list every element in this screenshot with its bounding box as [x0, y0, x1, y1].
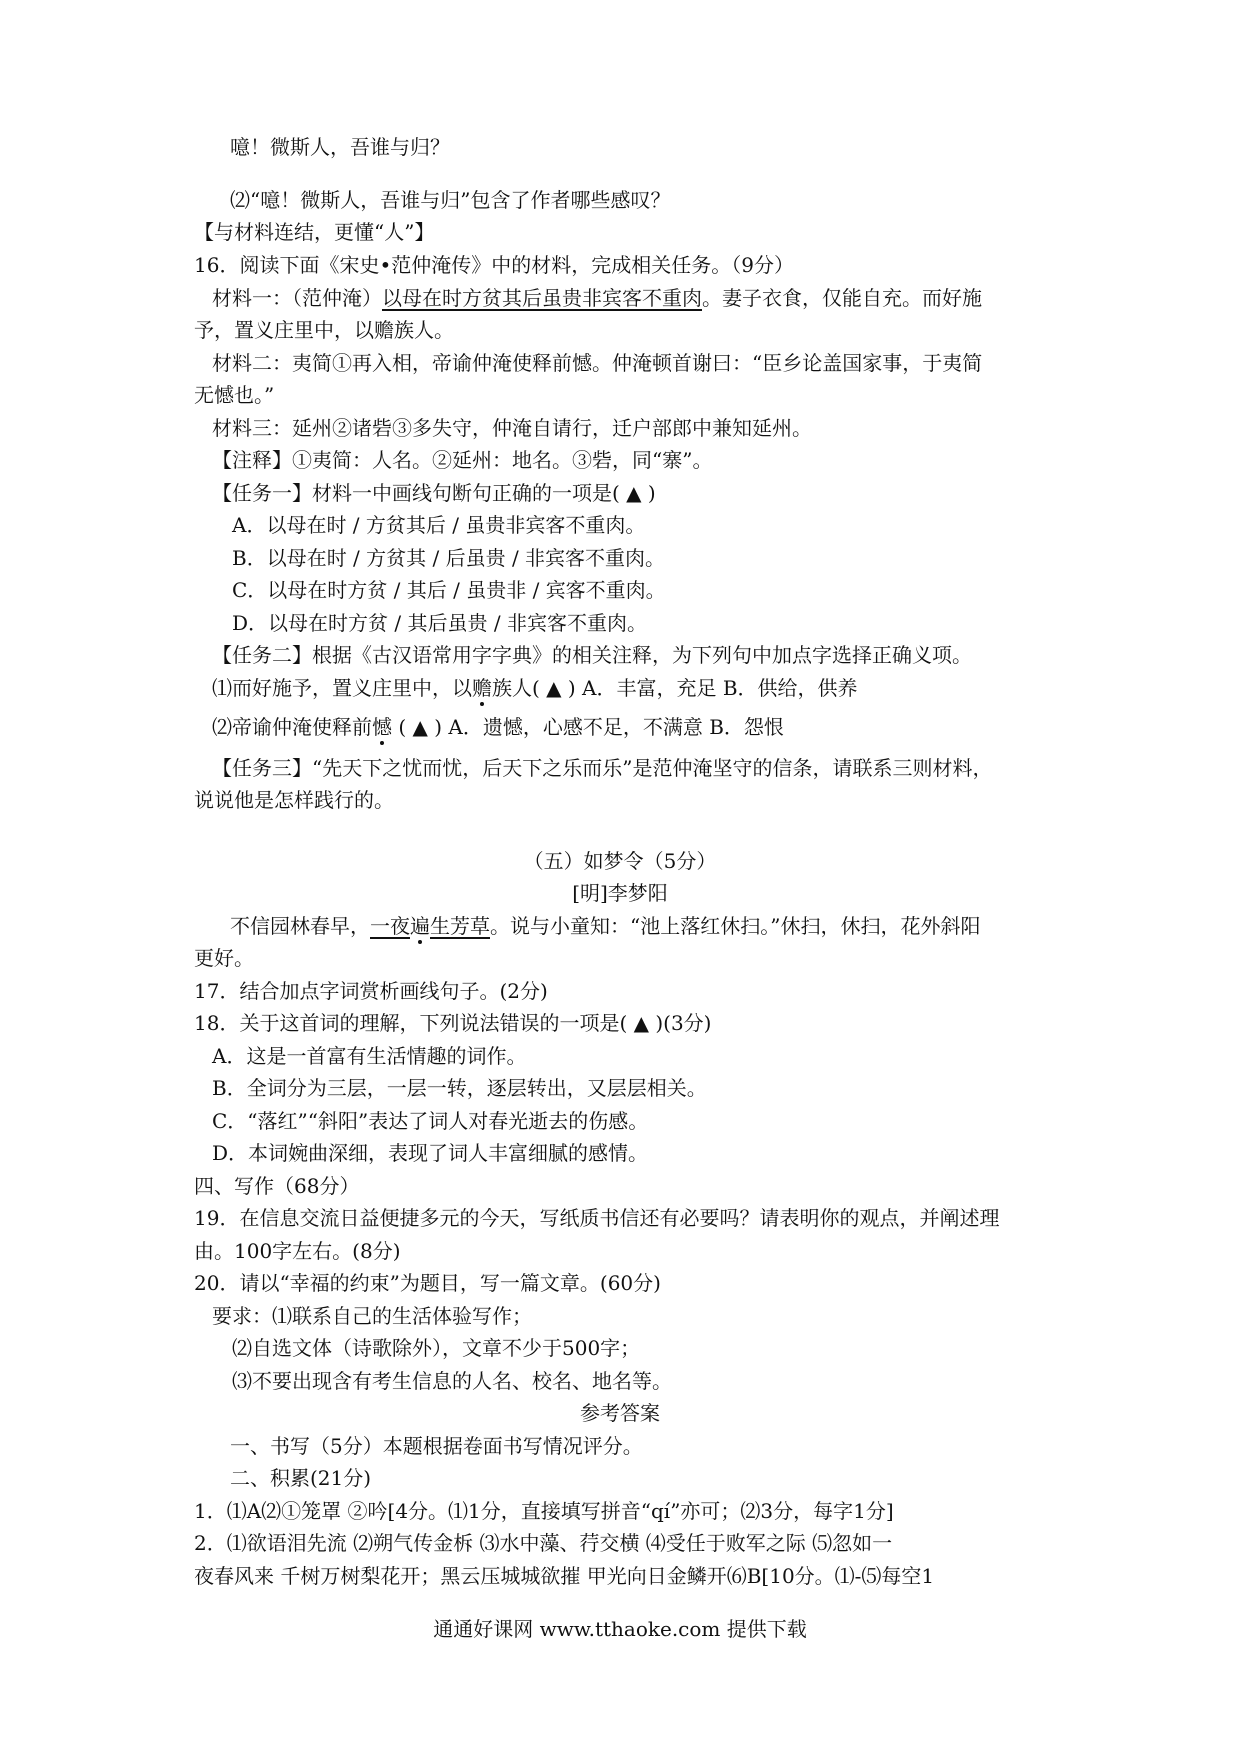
text-line: 无憾也。” — [194, 383, 275, 407]
question-19: 19．在信息交流日益便捷多元的今天，写纸质书信还有必要吗？请表明你的观点，并阐述理 — [194, 1206, 1000, 1230]
option-a: A．这是一首富有生活情趣的词作。 — [212, 1044, 527, 1068]
section-heading: 【与材料连结，更懂“人”】 — [194, 220, 435, 244]
answer-writing: 一、书写（5分）本题根据卷面书写情况评分。 — [230, 1434, 643, 1458]
section-writing: 四、写作（68分） — [194, 1174, 360, 1198]
task-two-item-1: ⑴而好施予，置义庄里中，以赡族人( ▲ ) A．丰富，充足 B．供给，供养 — [212, 673, 858, 703]
requirement-3: ⑶不要出现含有考生信息的人名、校名、地名等。 — [232, 1369, 672, 1393]
question-15-2: ⑵“噫！微斯人，吾谁与归”包含了作者哪些感叹？ — [230, 188, 671, 212]
task-three: 【任务三】“先天下之忧而忧，后天下之乐而乐”是范仲淹坚守的信条，请联系三则材料， — [212, 756, 993, 780]
dotted-char: 遍 — [410, 911, 430, 941]
notes-line: 【注释】①夷简：人名。②延州：地名。③砦，同“寨”。 — [212, 448, 713, 472]
text-line: 说说他是怎样践行的。 — [194, 788, 394, 812]
dotted-char: 憾 — [372, 712, 392, 742]
poem-body: 不信园林春早，一夜遍生芳草。说与小童知：“池上落红休扫。”休扫，休扫，花外斜阳 — [230, 911, 980, 941]
material-one-line: 材料一：（范仲淹）以母在时方贫其后虽贵非宾客不重肉。妻子衣食，仅能自充。而好施 — [212, 286, 982, 310]
footer-download-text: 通通好课网 www.tthaoke.com 提供下载 — [433, 1617, 807, 1641]
answer-1: 1．⑴A⑵①笼罩 ②吟[4分。⑴1分，直接填写拼音“qí”亦可；⑵3分，每字1分] — [194, 1499, 894, 1523]
underlined-sentence: 以母在时方贫其后虽贵非宾客不重肉 — [382, 286, 702, 310]
text-line: 由。100字左右。(8分) — [194, 1239, 401, 1263]
option-b: B．全词分为三层，一层一转，逐层转出，又层层相关。 — [212, 1076, 707, 1100]
option-d: D．本词婉曲深细，表现了词人丰富细腻的感情。 — [212, 1141, 649, 1165]
poem-author: [明]李梦阳 — [572, 881, 668, 905]
question-17: 17．结合加点字词赏析画线句子。(2分) — [194, 979, 548, 1003]
material-two-line: 材料二：夷简①再入相，帝谕仲淹使释前憾。仲淹顿首谢曰：“臣乡论盖国家事，于夷简 — [212, 351, 983, 375]
option-c: C．“落红”“斜阳”表达了词人对春光逝去的伤感。 — [212, 1109, 649, 1133]
dotted-char: 赡 — [472, 673, 492, 703]
requirement-2: ⑵自选文体（诗歌除外），文章不少于500字； — [232, 1336, 641, 1360]
option-b: B．以母在时 / 方贫其 / 后虽贵 / 非宾客不重肉。 — [232, 546, 666, 570]
answers-heading: 参考答案 — [580, 1401, 660, 1425]
task-one: 【任务一】材料一中画线句断句正确的一项是( ▲ ) — [212, 481, 656, 505]
text-line: 噫！微斯人，吾谁与归？ — [230, 135, 450, 159]
underlined-phrase: 一夜遍生芳草 — [370, 914, 490, 938]
task-two: 【任务二】根据《古汉语常用字字典》的相关注释，为下列句中加点字选择正确义项。 — [212, 643, 972, 667]
answer-accumulation: 二、积累(21分) — [230, 1466, 372, 1490]
question-18: 18．关于这首词的理解，下列说法错误的一项是( ▲ )(3分) — [194, 1011, 712, 1035]
option-c: C．以母在时方贫 / 其后 / 虽贵非 / 宾客不重肉。 — [232, 578, 666, 602]
poem-title: （五）如梦令（5分） — [523, 849, 717, 873]
answer-2: 2．⑴欲语泪先流 ⑵朔气传金柝 ⑶水中藻、荇交横 ⑷受任于败军之际 ⑸忽如一 — [194, 1531, 893, 1555]
option-a: A．以母在时 / 方贫其后 / 虽贵非宾客不重肉。 — [232, 513, 646, 537]
question-20: 20．请以“幸福的约束”为题目，写一篇文章。(60分) — [194, 1271, 661, 1295]
material-three-line: 材料三：延州②诸砦③多失守，仲淹自请行，迁户部郎中兼知延州。 — [212, 416, 812, 440]
text-line: 夜春风来 千树万树梨花开；黑云压城城欲摧 甲光向日金鳞开⑹B[10分。⑴-⑸每空1 — [194, 1564, 935, 1588]
text-line: 予，置义庄里中，以赡族人。 — [194, 318, 454, 342]
task-two-item-2: ⑵帝谕仲淹使释前憾 ( ▲ ) A．遗憾，心感不足，不满意 B．怨恨 — [212, 712, 784, 742]
question-16: 16．阅读下面《宋史•范仲淹传》中的材料，完成相关任务。（9分） — [194, 253, 794, 277]
text-line: 更好。 — [194, 946, 254, 970]
requirement-1: 要求：⑴联系自己的生活体验写作； — [212, 1304, 532, 1328]
option-d: D．以母在时方贫 / 其后虽贵 / 非宾客不重肉。 — [232, 611, 647, 635]
